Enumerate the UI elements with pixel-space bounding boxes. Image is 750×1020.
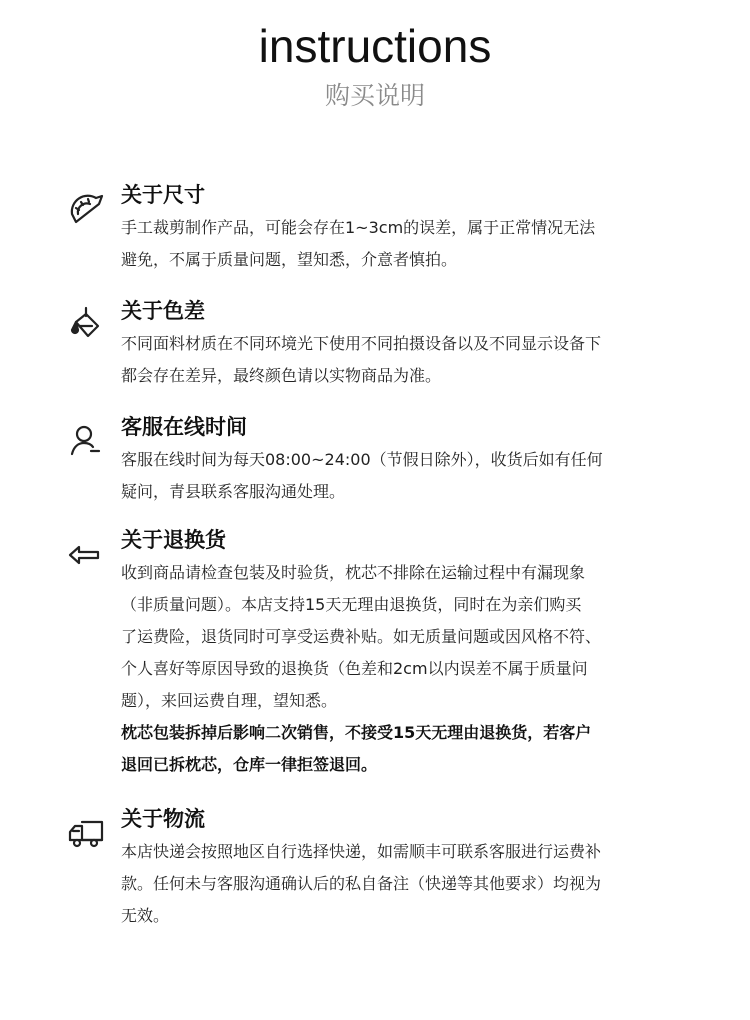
section-body — [121, 557, 681, 781]
section-body — [121, 444, 681, 508]
section-body — [121, 212, 681, 276]
section-body — [121, 836, 681, 932]
section-heading: 客服在线时间 — [121, 415, 247, 439]
section-text-line: 疑问，青县联系客服沟通处理。 — [121, 482, 346, 501]
section-text-line: 收到商品请检查包装及时验货，枕芯不排除在运输过程中有漏现象 — [121, 563, 586, 582]
page-header — [0, 0, 750, 116]
section-text-line: 都会存在差异，最终颜色请以实物商品为准。 — [121, 366, 442, 385]
section-text-line: 本店快递会按照地区自行选择快递，如需顺丰可联系客服进行运费补 — [121, 842, 602, 861]
section-text-line: 手工裁剪制作产品，可能会存在1~3cm的误差，属于正常情况无法 — [121, 218, 596, 237]
return-arrow-icon — [66, 533, 106, 573]
section-text-line: 避免，不属于质量问题，望知悉，介意者慎拍。 — [121, 250, 458, 269]
section-heading: 关于退换货 — [121, 528, 226, 552]
section-text-line: 无效。 — [121, 906, 170, 925]
section-heading: 关于物流 — [121, 807, 205, 831]
section-heading: 关于尺寸 — [121, 183, 205, 207]
page-subtitle: 购买说明 — [324, 81, 425, 110]
page-title: instructions — [258, 20, 492, 72]
section-text-line: 个人喜好等原因导致的退换货（色差和2cm以内误差不属于质量问 — [121, 659, 588, 678]
section-text-line: 款。任何未与客服沟通确认后的私自备注（快递等其他要求）均视为 — [121, 874, 602, 893]
section-text-line: 不同面料材质在不同环境光下使用不同拍摄设备以及不同显示设备下 — [121, 334, 602, 353]
delivery-truck-icon — [66, 812, 106, 852]
section-bold-line: 退回已拆枕芯，仓库一律拒签退回。 — [121, 755, 378, 774]
section-bold-line: 枕芯包装拆掉后影响二次销售，不接受15天无理由退换货，若客户 — [121, 723, 592, 742]
section-heading: 关于色差 — [121, 299, 205, 323]
user-service-icon — [66, 420, 106, 460]
paint-bucket-icon — [66, 304, 106, 344]
section-body — [121, 328, 681, 392]
protractor-icon — [66, 188, 106, 228]
section-text-line: 客服在线时间为每天08:00~24:00（节假日除外），收货后如有任何 — [121, 450, 603, 469]
section-text-line: 了运费险，退货同时可享受运费补贴。如无质量问题或因风格不符、 — [121, 627, 602, 646]
section-text-line: 题），来回运费自理，望知悉。 — [121, 691, 338, 710]
section-text-line: （非质量问题）。本店支持15天无理由退换货，同时在为亲们购买 — [121, 595, 582, 614]
